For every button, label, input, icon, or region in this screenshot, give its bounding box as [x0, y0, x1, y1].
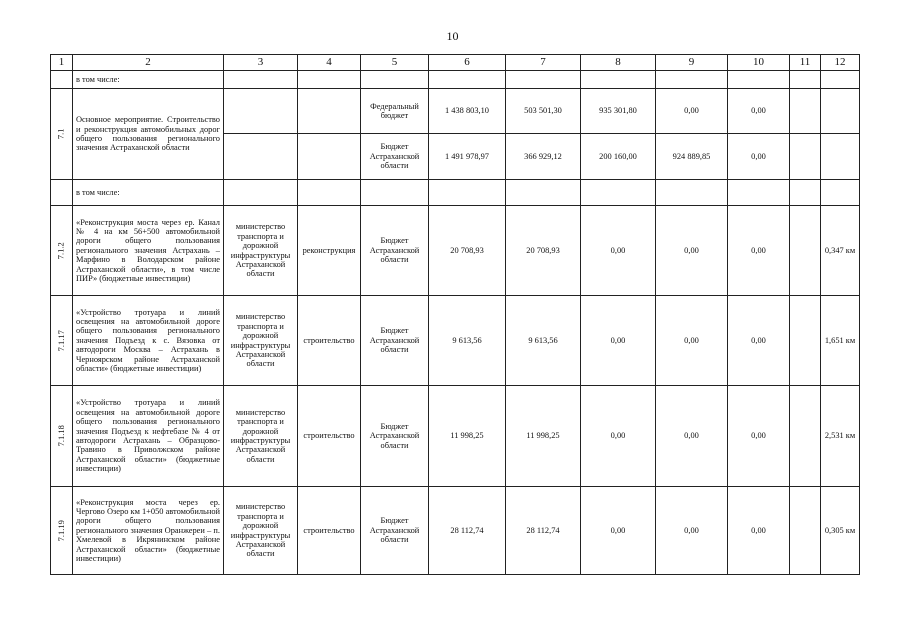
responsible-org: министерство транспорта и дорожной инфраструктуры Астраханской области: [224, 206, 298, 296]
table-row: [51, 206, 860, 296]
value-cell: 28 112,74: [506, 487, 581, 575]
row-number: 7.1.19: [55, 519, 66, 542]
responsible-org: министерство транспорта и дорожной инфраструктуры Астраханской области: [224, 296, 298, 386]
header-row: [51, 55, 860, 71]
value-cell: 924 889,85: [656, 134, 728, 180]
page-number: 10: [446, 29, 459, 43]
col-header: 11: [790, 55, 821, 71]
length-cell: 0,305 км: [821, 487, 860, 575]
work-type: реконструкция: [298, 206, 361, 296]
value-cell: 503 501,30: [506, 89, 581, 134]
value-cell: 200 160,00: [581, 134, 656, 180]
value-cell: 11 998,25: [506, 386, 581, 487]
row-description: «Устройство тротуара и линий освещения на автомобильной дороге общего пользования регионального значения Подъезд к нефтебазе № 4 от автодороги Астрахань – Образцово-Травино в Приволжском районе Астраханской области» (бюджетные инвестиции): [73, 386, 224, 487]
responsible-org: министерство транспорта и дорожной инфраструктуры Астраханской области: [224, 487, 298, 575]
funding-source: Бюджет Астраханской области: [361, 487, 429, 575]
col-header: 5: [361, 55, 429, 71]
value-cell: 0,00: [581, 296, 656, 386]
value-cell: 0,00: [656, 386, 728, 487]
table-row: [51, 296, 860, 386]
value-cell: 0,00: [581, 487, 656, 575]
value-cell: 11 998,25: [429, 386, 506, 487]
funding-source: Бюджет Астраханской области: [361, 296, 429, 386]
including-row: [51, 71, 860, 89]
value-cell: 9 613,56: [506, 296, 581, 386]
row-description: «Реконструкция моста через ер. Канал № 4 на км 56+500 автомобильной дороги общего пользования регионального значения Астрахань – Марфино в Володарском районе Астраханской области», в том числе ПИР» (бюджетные инвестиции): [73, 206, 224, 296]
value-cell: 0,00: [656, 487, 728, 575]
value-cell: 0,00: [728, 386, 790, 487]
including-label: в том числе:: [73, 71, 224, 89]
value-cell: 0,00: [728, 134, 790, 180]
value-cell: [790, 296, 821, 386]
value-cell: [790, 206, 821, 296]
row-description: «Устройство тротуара и линий освещения на автомобильной дороге общего пользования регионального значения Подъезд к с. Вязовка от автодороги Москва – Астрахань в Черноярском районе Астраханской области» (бюджетные инвестиции): [73, 296, 224, 386]
col-header: 9: [656, 55, 728, 71]
value-cell: [790, 487, 821, 575]
row-number: 7.1.17: [55, 329, 66, 352]
budget-table: [50, 54, 860, 575]
row-description: Основное мероприятие. Строительство и реконструкция автомобильных дорог общего пользования регионального значения Астраханской области: [73, 89, 224, 180]
value-cell: 0,00: [728, 487, 790, 575]
row-number: 7.1: [55, 128, 66, 140]
funding-source: Федеральный бюджет: [361, 89, 429, 134]
table-row: [51, 487, 860, 575]
row-number: 7.1.2: [55, 241, 66, 259]
value-cell: 0,00: [656, 296, 728, 386]
row-description: «Реконструкция моста через ер. Чергово Озеро км 1+050 автомобильной дороги общего пользования регионального значения Оранжереи – п. Хмелевой в Икрянинском районе Астраханской области» (бюджетные инвестиции): [73, 487, 224, 575]
work-type: строительство: [298, 296, 361, 386]
table-row: [51, 386, 860, 487]
funding-source: Бюджет Астраханской области: [361, 206, 429, 296]
work-type: строительство: [298, 386, 361, 487]
value-cell: 1 438 803,10: [429, 89, 506, 134]
value-cell: 1 491 978,97: [429, 134, 506, 180]
col-header: 4: [298, 55, 361, 71]
value-cell: 366 929,12: [506, 134, 581, 180]
col-header: 6: [429, 55, 506, 71]
col-header: 10: [728, 55, 790, 71]
value-cell: 0,00: [728, 89, 790, 134]
col-header: 7: [506, 55, 581, 71]
row-number: 7.1.18: [55, 425, 66, 447]
value-cell: 0,00: [728, 206, 790, 296]
section-row-federal: [51, 89, 860, 134]
value-cell: 20 708,93: [429, 206, 506, 296]
length-cell: 1,651 км: [821, 296, 860, 386]
value-cell: 0,00: [581, 206, 656, 296]
funding-source: Бюджет Астраханской области: [361, 386, 429, 487]
value-cell: 9 613,56: [429, 296, 506, 386]
value-cell: [790, 386, 821, 487]
col-header: 2: [73, 55, 224, 71]
value-cell: 28 112,74: [429, 487, 506, 575]
col-header: 12: [821, 55, 860, 71]
funding-source: Бюджет Астраханской области: [361, 134, 429, 180]
value-cell: 20 708,93: [506, 206, 581, 296]
value-cell: 935 301,80: [581, 89, 656, 134]
length-cell: 0,347 км: [821, 206, 860, 296]
col-header: 3: [224, 55, 298, 71]
col-header: 1: [51, 55, 73, 71]
value-cell: 0,00: [656, 206, 728, 296]
value-cell: 0,00: [581, 386, 656, 487]
work-type: строительство: [298, 487, 361, 575]
col-header: 8: [581, 55, 656, 71]
including-row: [51, 180, 860, 206]
responsible-org: министерство транспорта и дорожной инфраструктуры Астраханской области: [224, 386, 298, 487]
length-cell: 2,531 км: [821, 386, 860, 487]
including-label: в том числе:: [73, 180, 224, 206]
value-cell: 0,00: [656, 89, 728, 134]
value-cell: 0,00: [728, 296, 790, 386]
